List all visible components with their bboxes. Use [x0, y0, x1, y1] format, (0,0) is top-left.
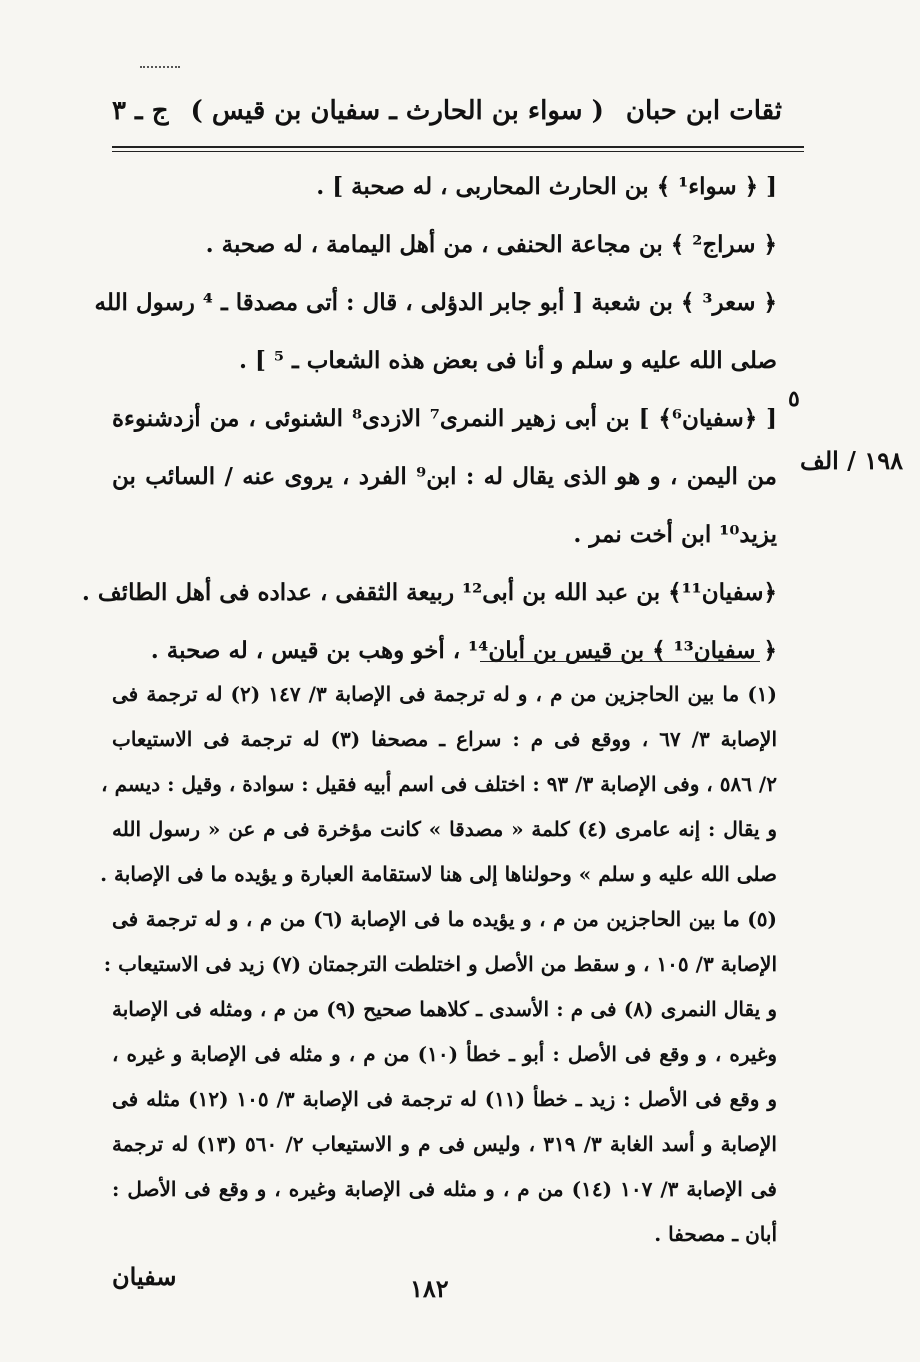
text-line: [ ﴿سفيان⁶﴾ ] بن أبى زهير النمرى⁷ الازدى⁸ الشنوئى ، من أزدشنوءة — [112, 405, 777, 432]
text-line: يزيد¹⁰ ابن أخت نمر . — [573, 521, 777, 548]
footnote-line: ٢/ ٥٨٦ ، وفى الإصابة ٣/ ٩٣ : اختلف فى اسم أبيه فقيل : سوادة ، وقيل : ديسم ، — [101, 772, 777, 796]
page-footer — [112, 1262, 782, 1302]
footnote-line: أبان ـ مصحفا . — [654, 1222, 777, 1246]
margin-line-number: ٥ — [788, 386, 800, 412]
footnote-separator — [480, 661, 760, 662]
footnote-line: الإصابة و أسد الغابة ٣/ ٣١٩ ، وليس فى م و الاستيعاب ٢/ ٥٦٠ (١٣) له ترجمة — [112, 1132, 777, 1156]
text-line: ﴿سفيان¹¹﴾ بن عبد الله بن أبى¹² ربيعة الثقفى ، عداده فى أهل الطائف . — [81, 579, 777, 606]
text-line: صلى الله عليه و سلم و أنا فى بعض هذه الشعاب ـ ⁵ ] . — [238, 347, 777, 374]
footnote-line: صلى الله عليه و سلم » وحولناها إلى هنا لاستقامة العبارة و يؤيده ما فى الإصابة . — [100, 862, 777, 886]
text-line: من اليمن ، و هو الذى يقال له : ابن⁹ الفرد ، يروى عنه / السائب بن — [112, 463, 778, 490]
page-number: ١٨٢ — [410, 1274, 449, 1303]
print-specks — [140, 66, 180, 74]
footnote-line: و يقال : إنه عامرى (٤) كلمة « مصدقا » كانت مؤخرة فى م عن « رسول الله — [112, 817, 777, 841]
text-line: [ ﴿ سواء¹ ﴾ بن الحارث المحاربى ، له صحبة ] . — [316, 173, 777, 200]
header-range: ( سواء بن الحارث ـ سفيان بن قيس ) — [190, 96, 604, 126]
footnote-line: فى الإصابة ٣/ ١٠٧ (١٤) من م ، و مثله فى الإصابة وغيره ، و وقع فى الأصل : — [112, 1177, 777, 1201]
footnote-line: (١) ما بين الحاجزين من م ، و له ترجمة فى الإصابة ٣/ ١٤٧ (٢) له ترجمة فى — [112, 682, 777, 706]
catchword: سفيان — [112, 1262, 177, 1291]
footnotes — [100, 672, 778, 1257]
text-line: ﴿ سعر³ ﴾ بن شعبة [ أبو جابر الدؤلى ، قال : أتى مصدقا ـ ⁴ رسول الله — [94, 289, 777, 316]
header-rule-thin — [112, 151, 804, 152]
footnote-line: و وقع فى الأصل : زيد ـ خطأ (١١) له ترجمة فى الإصابة ٣/ ١٠٥ (١٢) مثله فى — [112, 1087, 777, 1111]
header-volume: ج ـ ٣ — [112, 96, 169, 126]
main-text — [81, 158, 778, 680]
footnote-line: و يقال النمرى (٨) فى م : الأسدى ـ كلاهما صحيح (٩) من م ، ومثله فى الإصابة — [112, 997, 778, 1021]
margin-folio-reference: ١٩٨ / الف — [800, 446, 903, 475]
footnote-line: الإصابة ٣/ ٦٧ ، ووقع فى م : سراع ـ مصحفا (٣) له ترجمة فى الاستيعاب — [112, 727, 777, 751]
header-title: ثقات ابن حبان — [625, 96, 782, 126]
text-line: ﴿ سفيان¹³ ﴾ بن قيس بن أبان¹⁴ ، أخو وهب بن قيس ، له صحبة . — [150, 637, 777, 664]
text-line: ﴿ سراج² ﴾ بن مجاعة الحنفى ، من أهل اليمامة ، له صحبة . — [205, 231, 777, 258]
footnote-line: (٥) ما بين الحاجزين من م ، و يؤيده ما فى الإصابة (٦) من م ، و له ترجمة فى — [112, 907, 777, 931]
header-rule — [112, 146, 804, 148]
running-header — [112, 86, 782, 136]
footnote-line: الإصابة ٣/ ١٠٥ ، و سقط من الأصل و اختلطت الترجمتان (٧) زيد فى الاستيعاب : — [103, 952, 777, 976]
footnote-line: وغيره ، و وقع فى الأصل : أبو ـ خطأ (١٠) من م ، و مثله فى الإصابة و غيره ، — [112, 1042, 778, 1066]
